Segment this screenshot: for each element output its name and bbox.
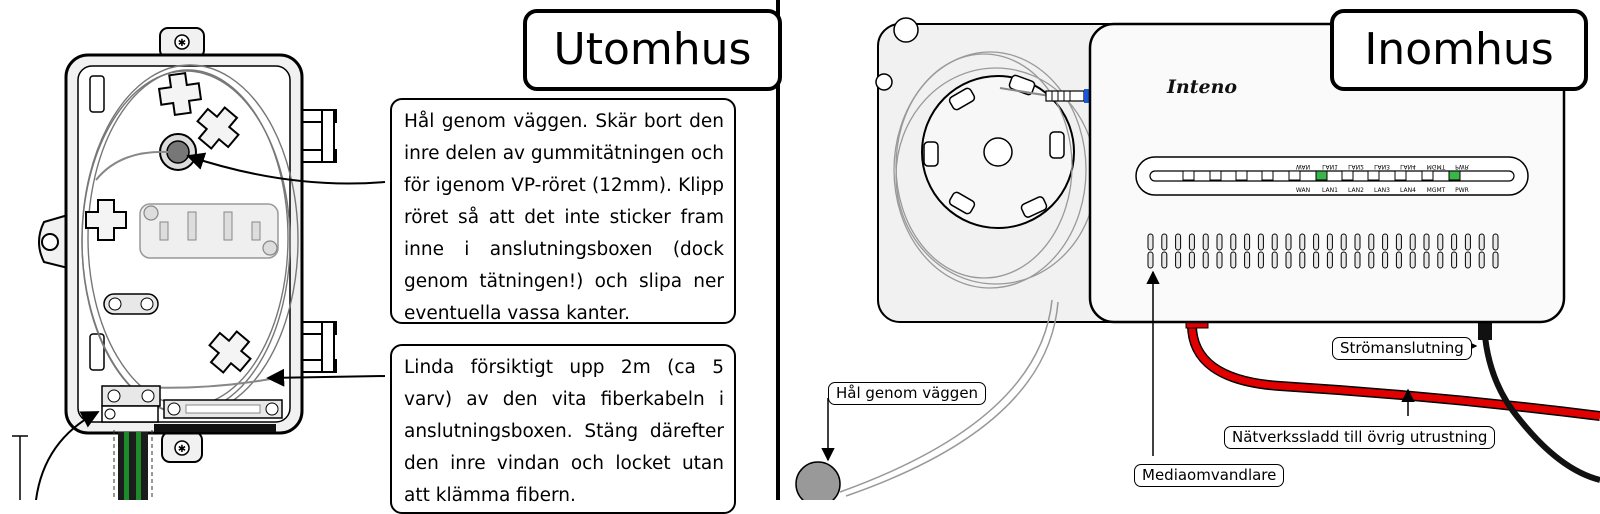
led-label-mgmt: MGMT (1426, 187, 1446, 194)
svg-text:✱: ✱ (177, 444, 187, 455)
vent-slot (1383, 234, 1388, 250)
vent-slot (1452, 252, 1457, 268)
vent-slot (1479, 234, 1484, 250)
vent-slot (1341, 234, 1346, 250)
brand-logo: Inteno (1167, 76, 1238, 98)
vent-slot (1355, 252, 1360, 268)
vent-slot (1189, 252, 1194, 268)
led-label-mirrored-lan3: LAN3 (1374, 163, 1390, 170)
vent-slot (1314, 234, 1319, 250)
led-label-pwr: PWR (1455, 187, 1469, 194)
vent-slot (1162, 234, 1167, 250)
vent-slot (1217, 252, 1222, 268)
vent-slot (1314, 252, 1319, 268)
led-label-lan4: LAN4 (1400, 187, 1416, 194)
vent-slot (1272, 234, 1277, 250)
vent-slot (1424, 252, 1429, 268)
outdoor-title: Utomhus (523, 9, 782, 91)
vent-slot (1438, 234, 1443, 250)
vent-slot (1493, 234, 1498, 250)
label-hole: Hål genom väggen (828, 382, 986, 405)
led-label-mirrored-pwr: PWR (1455, 163, 1469, 170)
led-label-lan2: LAN2 (1348, 187, 1364, 194)
vent-slot (1148, 252, 1153, 268)
vent-slot (1258, 234, 1263, 250)
vent-slot (1203, 234, 1208, 250)
vent-slot (1396, 252, 1401, 268)
instruction-box-1: Hål genom väggen. Skär bort den inre delen av gummitätningen och för igenom VP-röret (12mm). Klipp röret så att det inte sticker fram inne i anslutningsboxen (dock genom tätningen!) och slipa ner eventuella vassa kanter. (390, 98, 736, 324)
vent-slot (1203, 252, 1208, 268)
vent-slot (1217, 234, 1222, 250)
vent-slot (1148, 234, 1153, 250)
vent-slot (1465, 234, 1470, 250)
indoor-title: Inomhus (1330, 9, 1588, 91)
vent-slot (1189, 234, 1194, 250)
vent-slot (1272, 252, 1277, 268)
vent-slot (1176, 252, 1181, 268)
vent-slot (1300, 234, 1305, 250)
led-label-wan: WAN (1295, 187, 1311, 194)
led-label-mirrored-lan2: LAN2 (1348, 163, 1364, 170)
vent-slot (1452, 234, 1457, 250)
vent-slot (1300, 252, 1305, 268)
vent-slot (1410, 252, 1415, 268)
label-media-converter: Mediaomvandlare (1134, 464, 1284, 487)
vent-slot (1479, 252, 1484, 268)
label-power: Strömanslutning (1332, 337, 1472, 360)
vent-slot (1355, 234, 1360, 250)
vent-slot (1245, 252, 1250, 268)
led-label-mirrored-lan4: LAN4 (1400, 163, 1416, 170)
vent-slot (1341, 252, 1346, 268)
vent-slot (1286, 234, 1291, 250)
vent-slot (1493, 252, 1498, 268)
vent-slot (1245, 234, 1250, 250)
label-network-cable: Nätverkssladd till övrig utrustning (1224, 426, 1495, 449)
vent-slot (1231, 234, 1236, 250)
led-label-mirrored-lan1: LAN1 (1322, 163, 1338, 170)
vent-slot (1231, 252, 1236, 268)
vent-slot (1369, 252, 1374, 268)
instruction-box-2: Linda försiktigt upp 2m (ca 5 varv) av den vita fiberkabeln i anslutningsboxen. Stäng därefter den inre vindan och locket utan att klämma fibern. (390, 344, 736, 514)
vent-slot (1465, 252, 1470, 268)
led-label-lan3: LAN3 (1374, 187, 1390, 194)
led-label-mirrored-mgmt: MGMT (1426, 163, 1446, 170)
vent-slot (1162, 252, 1167, 268)
wall-hole (796, 462, 840, 500)
vent-slot (1410, 234, 1415, 250)
vent-slot (1258, 252, 1263, 268)
vent-slot (1424, 234, 1429, 250)
vent-slot (1383, 252, 1388, 268)
outdoor-enclosure (12, 28, 336, 500)
vent-slot (1369, 234, 1374, 250)
svg-text:✱: ✱ (177, 38, 187, 49)
led-label-lan1: LAN1 (1322, 187, 1338, 194)
vent-slot (1396, 234, 1401, 250)
vent-slot (1327, 234, 1332, 250)
led-label-mirrored-wan: WAN (1295, 163, 1311, 170)
vent-slot (1438, 252, 1443, 268)
vent-slot (1286, 252, 1291, 268)
vent-slot (1176, 234, 1181, 250)
vent-slot (1327, 252, 1332, 268)
